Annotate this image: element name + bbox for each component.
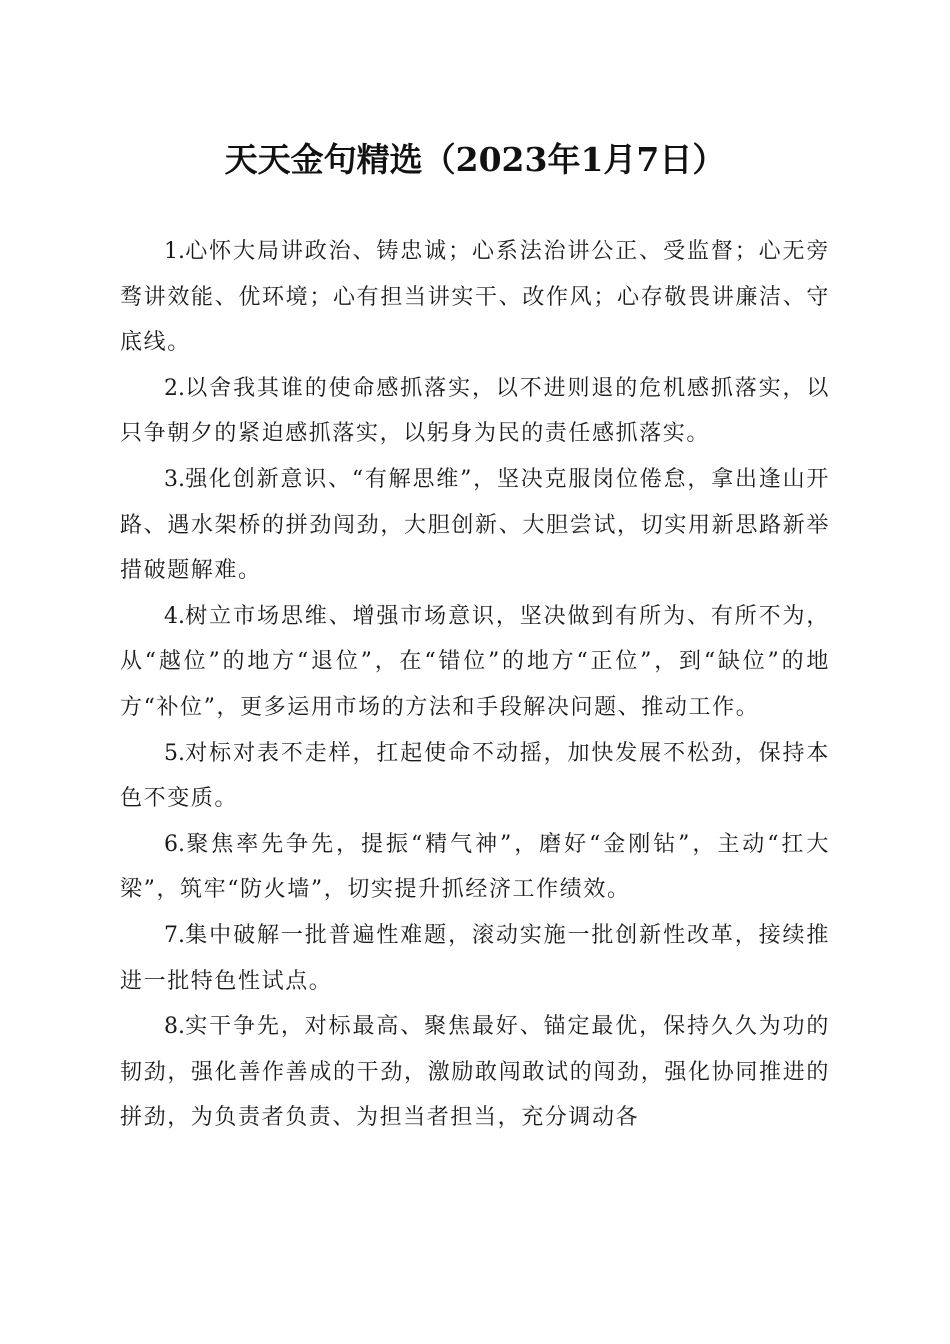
paragraph-text: 树立市场思维、增强市场意识，坚决做到有所为、有所不为，从“越位”的地方“退位”，在“错位”的地方“正位”，到“缺位”的地方“补位”，更多运用市场的方法和手段解决问题、推动工作。 [120, 603, 830, 720]
paragraph-4 [120, 594, 830, 731]
paragraph-1 [120, 229, 830, 366]
paragraph-number: 6. [164, 831, 185, 857]
paragraph-6 [120, 822, 830, 913]
paragraph-text: 聚焦率先争先，提振“精气神”，磨好“金刚钻”，主动“扛大梁”，筑牢“防火墙”，切实提升抓经济工作绩效。 [120, 831, 830, 903]
paragraph-7 [120, 913, 830, 1004]
paragraph-number: 5. [164, 740, 185, 766]
paragraph-text: 以舍我其谁的使命感抓落实，以不进则退的危机感抓落实，以只争朝夕的紧迫感抓落实，以躬身为民的责任感抓落实。 [120, 375, 830, 447]
paragraph-text: 集中破解一批普遍性难题，滚动实施一批创新性改革，接续推进一批特色性试点。 [120, 922, 830, 994]
paragraph-number: 3. [164, 466, 185, 492]
paragraph-number: 1. [164, 239, 185, 264]
page-title: 天天金句精选（2023年1月7日） [224, 140, 726, 179]
paragraph-8 [120, 1004, 830, 1141]
document-body [120, 229, 830, 1141]
paragraph-number: 4. [164, 603, 185, 629]
paragraph-text: 对标对表不走样，扛起使命不动摇，加快发展不松劲，保持本色不变质。 [120, 740, 830, 812]
paragraph-text: 强化创新意识、“有解思维”，坚决克服岗位倦怠，拿出逢山开路、遇水架桥的拼劲闯劲，大胆创新、大胆尝试，切实用新思路新举措破题解难。 [120, 466, 830, 584]
paragraph-number: 7. [164, 922, 185, 948]
paragraph-number: 8. [164, 1014, 185, 1040]
paragraph-2 [120, 366, 830, 457]
paragraph-number: 2. [164, 375, 185, 401]
paragraph-5 [120, 731, 830, 822]
paragraph-text: 实干争先，对标最高、聚焦最好、锚定最优，保持久久为功的韧劲，强化善作善成的干劲，激励敢闯敢试的闯劲，强化协同推进的拼劲，为负责者负责、为担当者担当，充分调动各 [120, 1014, 830, 1131]
paragraph-text: 心怀大局讲政治、铸忠诚；心系法治讲公正、受监督；心无旁骛讲效能、优环境；心有担当讲实干、改作风；心存敬畏讲廉洁、守底线。 [120, 239, 830, 356]
paragraph-3 [120, 457, 830, 594]
